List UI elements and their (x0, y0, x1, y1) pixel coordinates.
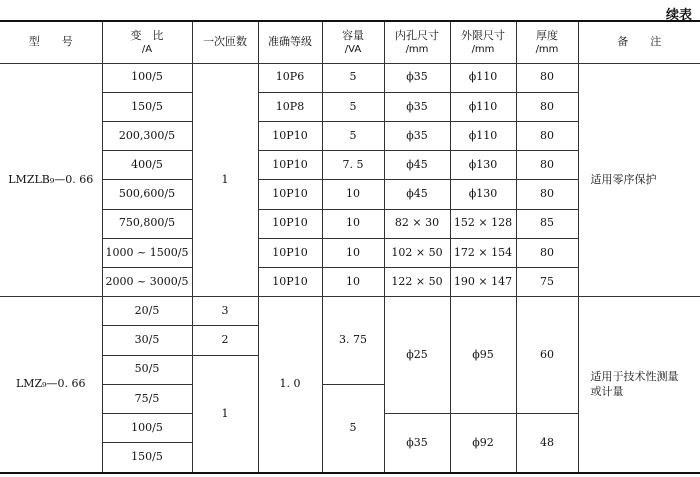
model-cell: LMZ₉—0. 66 (0, 297, 102, 473)
thickness-cell: 80 (516, 180, 578, 209)
capacity-cell: 5 (322, 384, 384, 473)
thickness-cell: 80 (516, 121, 578, 150)
ratio-cell: 1000 ~ 1500/5 (102, 238, 192, 267)
thickness-cell: 80 (516, 63, 578, 92)
outer-size-cell: 190 × 147 (450, 267, 516, 296)
accuracy-cell: 10P10 (258, 180, 322, 209)
thickness-cell: 75 (516, 267, 578, 296)
outer-size-cell: ϕ130 (450, 151, 516, 180)
outer-size-cell: ϕ130 (450, 180, 516, 209)
outer-size-cell: ϕ110 (450, 121, 516, 150)
accuracy-cell: 10P10 (258, 151, 322, 180)
inner-size-cell: ϕ35 (384, 92, 450, 121)
ratio-cell: 100/5 (102, 413, 192, 442)
ratio-cell: 750,800/5 (102, 209, 192, 238)
ratio-cell: 150/5 (102, 92, 192, 121)
header-inner-size: 内孔尺寸 /mm (384, 21, 450, 63)
accuracy-cell: 10P10 (258, 209, 322, 238)
header-ratio: 变 比 /A (102, 21, 192, 63)
table-row (0, 63, 700, 92)
capacity-cell: 10 (322, 238, 384, 267)
note-line: 适用于技术性测量 (590, 370, 679, 384)
capacity-cell: 5 (322, 92, 384, 121)
turns-cell: 1 (192, 355, 258, 473)
ratio-cell: 100/5 (102, 63, 192, 92)
inner-size-cell: ϕ45 (384, 151, 450, 180)
header-accuracy: 准确等级 (258, 21, 322, 63)
inner-size-cell: ϕ35 (384, 413, 450, 473)
ratio-cell: 500,600/5 (102, 180, 192, 209)
thickness-cell: 48 (516, 413, 578, 473)
note-line: 或计量 (590, 384, 624, 398)
inner-size-cell: ϕ35 (384, 121, 450, 150)
turns-cell: 3 (192, 297, 258, 326)
capacity-cell: 10 (322, 209, 384, 238)
accuracy-cell: 1. 0 (258, 297, 322, 473)
ratio-cell: 30/5 (102, 326, 192, 355)
capacity-cell: 7. 5 (322, 151, 384, 180)
turns-cell: 1 (192, 63, 258, 297)
header-outer-size: 外限尺寸 /mm (450, 21, 516, 63)
ratio-cell: 200,300/5 (102, 121, 192, 150)
ratio-cell: 2000 ~ 3000/5 (102, 267, 192, 296)
capacity-cell: 5 (322, 121, 384, 150)
accuracy-cell: 10P8 (258, 92, 322, 121)
note-cell (578, 297, 700, 473)
thickness-cell: 85 (516, 209, 578, 238)
table-caption: 续表 (665, 8, 692, 23)
thickness-cell: 80 (516, 92, 578, 121)
inner-size-cell: 82 × 30 (384, 209, 450, 238)
capacity-cell: 10 (322, 267, 384, 296)
note-cell: 适用零序保护 (578, 63, 700, 297)
outer-size-cell: ϕ110 (450, 63, 516, 92)
header-capacity: 容量 /VA (322, 21, 384, 63)
ratio-cell: 400/5 (102, 151, 192, 180)
ratio-cell: 150/5 (102, 443, 192, 473)
thickness-cell: 60 (516, 297, 578, 414)
ratio-cell: 50/5 (102, 355, 192, 384)
capacity-cell: 5 (322, 63, 384, 92)
spec-table (0, 20, 700, 474)
outer-size-cell: ϕ110 (450, 92, 516, 121)
inner-size-cell: ϕ25 (384, 297, 450, 414)
accuracy-cell: 10P10 (258, 238, 322, 267)
capacity-cell: 10 (322, 180, 384, 209)
header-note: 备 注 (578, 21, 700, 63)
outer-size-cell: 152 × 128 (450, 209, 516, 238)
header-thickness: 厚度 /mm (516, 21, 578, 63)
inner-size-cell: 102 × 50 (384, 238, 450, 267)
outer-size-cell: ϕ92 (450, 413, 516, 473)
outer-size-cell: 172 × 154 (450, 238, 516, 267)
thickness-cell: 80 (516, 151, 578, 180)
capacity-cell: 3. 75 (322, 297, 384, 385)
accuracy-cell: 10P10 (258, 121, 322, 150)
header-model: 型 号 (0, 21, 102, 63)
header-turns: 一次匝数 (192, 21, 258, 63)
inner-size-cell: ϕ45 (384, 180, 450, 209)
ratio-cell: 75/5 (102, 384, 192, 413)
inner-size-cell: 122 × 50 (384, 267, 450, 296)
table-row (0, 297, 700, 326)
accuracy-cell: 10P6 (258, 63, 322, 92)
ratio-cell: 20/5 (102, 297, 192, 326)
outer-size-cell: ϕ95 (450, 297, 516, 414)
accuracy-cell: 10P10 (258, 267, 322, 296)
turns-cell: 2 (192, 326, 258, 355)
header-row (0, 21, 700, 63)
thickness-cell: 80 (516, 238, 578, 267)
model-cell: LMZLB₉—0. 66 (0, 63, 102, 297)
inner-size-cell: ϕ35 (384, 63, 450, 92)
